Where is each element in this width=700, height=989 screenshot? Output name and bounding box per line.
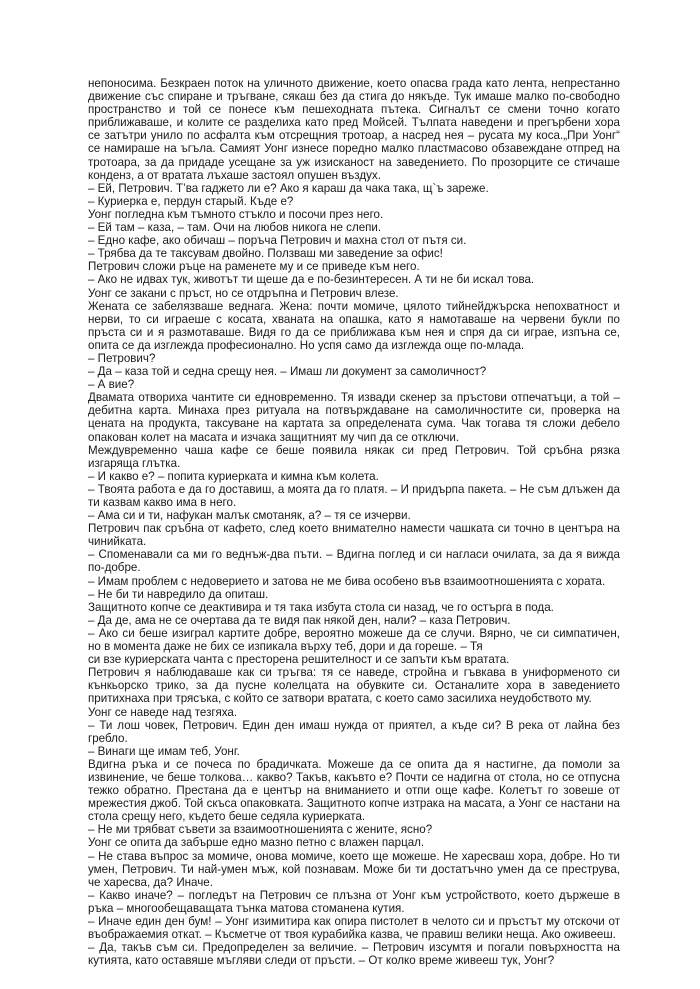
page-body-text	[88, 77, 620, 967]
paragraph: – А вие?	[88, 378, 135, 392]
paragraph: – Ако си беше изиграл картите добре, вероятно можеше да се случи. Вярно, че си симпатичен, но в момента даже не бих се изпикала върху теб, дори и да гореше. – Тя	[88, 626, 620, 654]
paragraph: Жената се забелязваше веднага. Жена: почти момиче, цялото тийнейджърска непохватност и нерви, то си играеше с косата, хваната на опашка, като я намотаваше на червени букли по пръста си и я размотаваше. Видя го да се приближава към нея и спря да си играе, изпъна се, опита се да изглежда професионално. Но успя само да изглежда още по-млада.	[88, 299, 620, 352]
paragraph: – Ей там – каза, – там. Очи на любов никога не слепи.	[88, 221, 382, 235]
paragraph: – Иначе един ден бум! – Уонг изимитира как опира пистолет в челото си и пръстът му отскочи от въображаемия откат. – Късметче от твоя курабийка казва, че правиш велики неща. Ако оживееш.	[88, 915, 620, 942]
paragraph: Уонг се опита да забърше едно мазно петно с влажен парцал.	[88, 836, 425, 850]
paragraph: – Ти лош човек, Петрович. Един ден имаш нужда от приятел, а къде си? В река от лайна без гребло.	[88, 718, 620, 745]
paragraph: Вдигна ръка и се почеса по брадичката. Можеше да се опита да я настигне, да помоли за извинение, че беше толкова… какво? Такъв, какъвто е? Почти се надигна от стола, но се отпусна тежко обратно. Престана да е център на вниманието и отпи още кафе. Колетът го зовеше от мрежестия джоб. Той скъса опаковката. Защитното копче изтрака на масата, а Уонг се настани на стола срещу него, където беше седяла куриерката.	[88, 757, 620, 824]
paragraph: – Да, такъв съм си. Предопределен за величие. – Петрович изсумтя и погали повърхността на кутията, като оставяше мъгляви следи от пръсти. – От колко време живееш тук, Уонг?	[88, 941, 620, 968]
paragraph: Петрович я наблюдаваше как си тръгва: тя се наведе, стройна и гъвкава в униформеното си кънкьорско трико, за да пусне колелцата на обувките си. Останалите хора в заведението притихнаха при трясъка, с който се затвори вратата, с което само засилиха неудобството му.	[88, 666, 620, 706]
paragraph: – Имам проблем с недоверието и затова не ме бива особено във взаимоотношенията с хората.	[88, 574, 606, 588]
paragraph: – Ама си и ти, нафукан малък смотаняк, а? – тя се изчерви.	[88, 509, 411, 523]
paragraph: – Да де, ама не се очертава да те видя пак някой ден, нали? – каза Петрович.	[88, 613, 511, 627]
paragraph: си взе куриерската чанта с престорена решителност и се запъти към вратата.	[88, 653, 510, 667]
paragraph: Двамата отвориха чантите си едновременно. Тя извади скенер за пръстови отпечатъци, а той – дебитна карта. Минаха през ритуала на потвърждаване на самоличностите си, проверка на цената на продукта, таксуване на картата за определената сума. Чак тогава тя сложи дебело опакован колет на масата и изчака защитният му чип да се отключи.	[88, 391, 620, 444]
paragraph: – Ей, Петрович. Т’ва гаджето ли е? Ако я караш да чака така, щ`ъ зареже.	[88, 181, 489, 195]
paragraph: – Трябва да те таксувам двойно. Ползваш ми заведение за офис!	[88, 247, 443, 261]
paragraph: – Споменавали са ми го веднъж-два пъти. – Вдигна поглед и си нагласи очилата, за да я вижда по-добре.	[88, 548, 620, 575]
paragraph: – Твоята работа е да го доставиш, а моята да го платя. – И придърпа пакета. – Не съм длъжен да ти казвам какво има в него.	[88, 482, 620, 509]
paragraph: Уонг погледна към тъмното стъкло и посочи през него.	[88, 207, 384, 221]
paragraph: Петрович сложи ръце на раменете му и се приведе към него.	[88, 260, 420, 274]
paragraph: – Не ми трябват съвети за взаимоотношенията с жените, ясно?	[88, 823, 433, 837]
paragraph: – Едно кафе, ако обичаш – поръча Петрович и махна стол от пътя си.	[88, 234, 467, 248]
paragraph: Защитното копче се деактивира и тя така избута стола си назад, че го остърга в пода.	[88, 600, 554, 614]
paragraph: Междувременно чаша кафе се беше появила някак си пред Петрович. Той сръбна рязка изгаряща глътка.	[88, 443, 620, 470]
paragraph: – Петрович?	[88, 351, 156, 365]
paragraph: – Какво иначе? – погледът на Петрович се плъзна от Уонг към устройството, което държеше в ръка – многообещаващата тънка матова стоманена кутия.	[88, 888, 620, 915]
paragraph: – Не става въпрос за момиче, онова момиче, което ще можеше. Не харесваш хора, добре. Но ти умен, Петрович. Ти най-умен мъж, кой познавам. Може би ти достатъчно умен да се преструва, че харесва, да? Иначе.	[88, 849, 620, 889]
paragraph: Петрович пак сръбна от кафето, след което внимателно намести чашката си точно в центъра на чинийката.	[88, 522, 620, 549]
paragraph: – И какво е? – попита куриерката и кимна към колета.	[88, 469, 379, 483]
paragraph: – Винаги ще имам теб, Уонг.	[88, 744, 240, 758]
paragraph: непоносима. Безкраен поток на уличното движение, което опасва града като лента, непрестанно движение със спиране и тръгване, сякаш без да стига до някъде. Тук имаше малко по-свободно пространство и той се понесе към пешеходната пътека. Сигналът се смени точно когато приближаваше, и колите се разделиха като пред Мойсей. Тълпата наведени и прегърбени хора се затътри унило по асфалта към отсрещния тротоар, а насред нея – русата му коса.„При Уонг“ се намираше на ъгъла. Самият Уонг изнесе поредно малко пластмасово обзавеждане отпред на тротоара, за да придаде усещане за уж изисканост на заведението. По прозорците се стичаше конденз, а от вратата лъхаше застоял опушен въздух.	[88, 77, 620, 182]
paragraph: – Куриерка е, пердун старый. Къде е?	[88, 194, 294, 208]
paragraph: – Ако не идвах тук, животът ти щеше да е по-безинтересен. А ти не би искал това.	[88, 273, 535, 287]
paragraph: – Да – каза той и седна срещу нея. – Имаш ли документ за самоличност?	[88, 365, 487, 379]
paragraph: Уонг се закани с пръст, но се отдръпна и Петрович влезе.	[88, 286, 399, 300]
paragraph: – Не би ти навредило да опиташ.	[88, 587, 269, 601]
paragraph: Уонг се наведе над тезгяха.	[88, 705, 238, 719]
